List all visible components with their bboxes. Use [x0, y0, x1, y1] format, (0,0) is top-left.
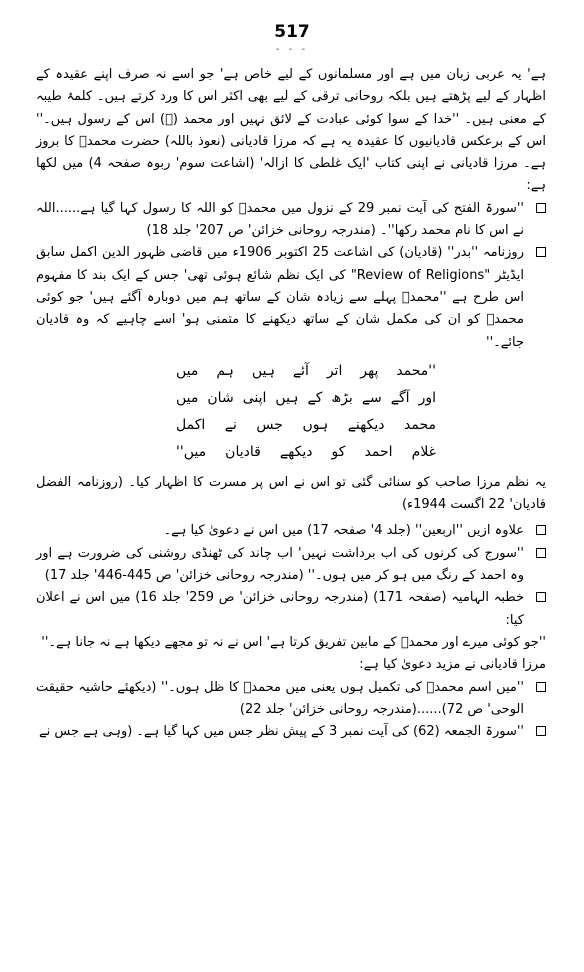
verse-line: ''محمد پھر اتر آئے ہیں ہم میں	[176, 362, 436, 379]
square-bullet-icon	[536, 203, 546, 213]
list-item	[36, 677, 546, 722]
list-item-text: ''میں اسم محمدؐ کی تکمیل ہوں یعنی میں محمدؐ کا ظل ہوں۔'' (دیکھئے حاشیہ حقیقت الوحی' ص 72)......(مندرجہ روحانی خزائن' جلد 22)	[36, 679, 524, 717]
claim-intro-line: مرزا قادیانی نے مزید دعویٰ کیا ہے:	[359, 657, 546, 673]
list-item	[36, 587, 546, 632]
square-bullet-icon	[536, 726, 546, 736]
square-bullet-icon	[536, 682, 546, 692]
list-item	[36, 543, 546, 588]
page-number: 517	[274, 22, 310, 42]
list-item	[36, 242, 546, 353]
list-item-text: ''سورۃ الفتح کی آیت نمبر 29 کے نزول میں محمدؐ کو اللہ کا رسول کہا گیا ہے......اللہ نے اس کا نام محمد رکھا''۔ (مندرجہ روحانی خزائن' ص 207' جلد 18)	[36, 200, 525, 239]
list-item-text: خطبہ الہامیہ (صفحہ 171) (مندرجہ روحانی خزائن' ص 259' جلد 16) میں اس نے اعلان کیا:	[36, 590, 524, 628]
list-item	[36, 520, 546, 542]
list-item	[36, 721, 546, 743]
square-bullet-icon	[536, 525, 546, 535]
list-item-text: ''سورج کی کرنوں کی اب برداشت نہیں' اب چاند کی ٹھنڈی روشنی کی ضرورت ہے اور وہ احمد کے رنگ میں ہو کر میں ہوں۔'' (مندرجہ روحانی خزائن' ص 445-446' جلد 17)	[36, 545, 524, 584]
square-bullet-icon	[536, 548, 546, 558]
page-number-dots: - - -	[275, 44, 309, 55]
list-item-text: علاوہ ازیں ''اربعین'' (جلد 4' صفحہ 17) میں اس نے دعویٰ کیا ہے۔	[163, 523, 524, 539]
poem-verse	[176, 358, 546, 466]
verse-line: غلام احمد کو دیکھے قادیان میں''	[176, 443, 436, 460]
page-content	[36, 64, 546, 743]
square-bullet-icon	[536, 592, 546, 602]
intro-paragraph: ہے' یہ عربی زبان میں ہے اور مسلمانوں کے لیے خاص ہے' جو اسے نہ صرف اپنے عقیدہ کے اظہار کے لیے پڑھتے ہیں بلکہ روحانی ترقی کے لیے بھی اکثر اس کا ورد کرتے ہیں۔ کلمۂ طیبہ کے معنی ہیں۔ ''خدا کے سوا کوئی عبادت کے لائق نہیں اور محمد (ﷺ) اس کے رسول ہیں۔'' اس کے برعکس قادیانیوں کا عقیدہ یہ ہے کہ مرزا قادیانی (نعوذ باللہ) حضرت محمدؐ کا بروز ہے۔ مرزا قادیانی نے اپنی کتاب 'ایک غلطی کا ازالہ' (اشاعت سوم' ربوہ صفحہ 4) میں لکھا ہے:	[36, 67, 546, 194]
square-bullet-icon	[536, 247, 546, 257]
list-item-text: ''سورۃ الجمعہ (62) کی آیت نمبر 3 کے پیش نظر جس میں کہا گیا ہے۔ (وہی ہے جس نے	[39, 724, 524, 740]
quote-paragraph: ''جو کوئی میرے اور محمدؐ کے مابین تفریق کرتا ہے' اس نے نہ تو مجھے دیکھا ہے نہ جانا ہے۔''	[41, 634, 546, 650]
list-item	[36, 198, 546, 243]
verse-line: اور آگے سے بڑھ کے ہیں اپنی شان میں	[176, 389, 436, 406]
verse-line: محمد دیکھنے ہوں جس نے اکمل	[176, 416, 436, 433]
after-verse-paragraph: یہ نظم مرزا صاحب کو سنائی گئی تو اس نے اس پر مسرت کا اظہار کیا۔ (روزنامہ الفضل قادیان' 22 اگست 1944ء)	[36, 474, 546, 513]
list-item-text: روزنامہ ''بدر'' (قادیان) کی اشاعت 25 اکتوبر 1906ء میں قاضی ظہور الدین اکمل سابق ایڈیٹر "Review of Religions" کی ایک نظم شائع ہوئی تھی' جس کے ایک بند کا مفہوم اس طرح ہے ''محمدؐ پہلے سے زیادہ شان کے ساتھ ہم میں دوبارہ آگئے ہیں' جو کوئی محمدؐ کو ان کی مکمل شان کے ساتھ دیکھنے کا متمنی ہو' اسے چاہیے کہ وہ قادیان جائے۔''	[36, 245, 524, 350]
